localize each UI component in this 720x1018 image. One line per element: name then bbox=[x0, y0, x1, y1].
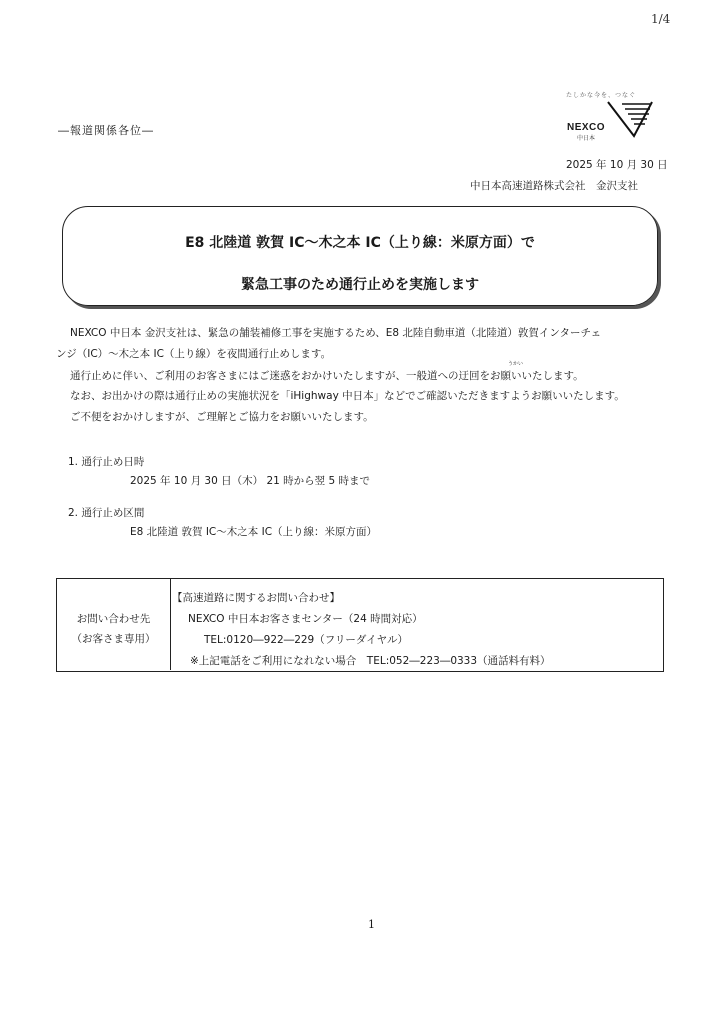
section-2-content: E8 北陸道 敦賀 IC〜木之本 IC（上り線：米原方面） bbox=[130, 526, 378, 538]
logo-tagline: たしかな今を、つなぐ bbox=[566, 92, 637, 99]
title-line-2: 緊急工事のため通行止めを実施します bbox=[241, 277, 479, 293]
contact-center: NEXCO 中日本お客さまセンター（24 時間対応） bbox=[188, 613, 423, 625]
title-line-1: E8 北陸道 敦賀 IC〜木之本 IC（上り線：米原方面）で bbox=[185, 235, 535, 251]
contact-alt-tel: ※上記電話をご利用になれない場合 TEL:052―223―0333（通話料有料） bbox=[190, 655, 551, 667]
page-number: 1 bbox=[368, 918, 375, 931]
logo-name: NEXCO bbox=[567, 122, 606, 133]
paragraph-1-line-1: NEXCO 中日本 金沢支社は、緊急の舗装補修工事を実施するため、E8 北陸自動車道（北陸道）敦賀インターチェ bbox=[70, 327, 602, 339]
paragraph-3: なお、お出かけの際は通行止めの実施状況を「iHighway 中日本」などでご確認いただきますようお願いいたします。 bbox=[70, 390, 625, 402]
paragraph-4: ご不便をおかけしますが、ご理解とご協力をお願いいたします。 bbox=[70, 411, 374, 423]
section-1-heading: 1. 通行止め日時 bbox=[68, 456, 145, 468]
paragraph-2: 通行止めに伴い、ご利用のお客さまにはご迷惑をおかけいたしますが、一般道への迂回をお願いいたします。 bbox=[70, 370, 584, 382]
company-name: 中日本高速道路株式会社 金沢支社 bbox=[470, 180, 638, 192]
nexco-mark-icon bbox=[604, 98, 654, 138]
paragraph-1-line-2: ンジ（IC）〜木之本 IC（上り線）を夜間通行止めします。 bbox=[56, 348, 332, 360]
nexco-logo bbox=[562, 90, 662, 146]
contact-tel: TEL:0120―922―229（フリーダイヤル） bbox=[204, 634, 409, 646]
section-2-heading: 2. 通行止め区間 bbox=[68, 507, 145, 519]
logo-subtext: 中日本 bbox=[577, 135, 596, 142]
section-1-content: 2025 年 10 月 30 日（木） 21 時から翌 5 時まで bbox=[130, 475, 371, 487]
furigana: うかい bbox=[508, 361, 524, 367]
release-date: 2025 年 10 月 30 日 bbox=[566, 159, 668, 171]
contact-label: お問い合わせ先 bbox=[76, 613, 151, 625]
addressee: ―報道関係各位― bbox=[58, 124, 154, 137]
contact-heading: 【高速道路に関するお問い合わせ】 bbox=[172, 592, 340, 604]
contact-label-sub: （お客さま専用） bbox=[71, 633, 156, 645]
page-indicator: 1/4 bbox=[651, 12, 671, 26]
